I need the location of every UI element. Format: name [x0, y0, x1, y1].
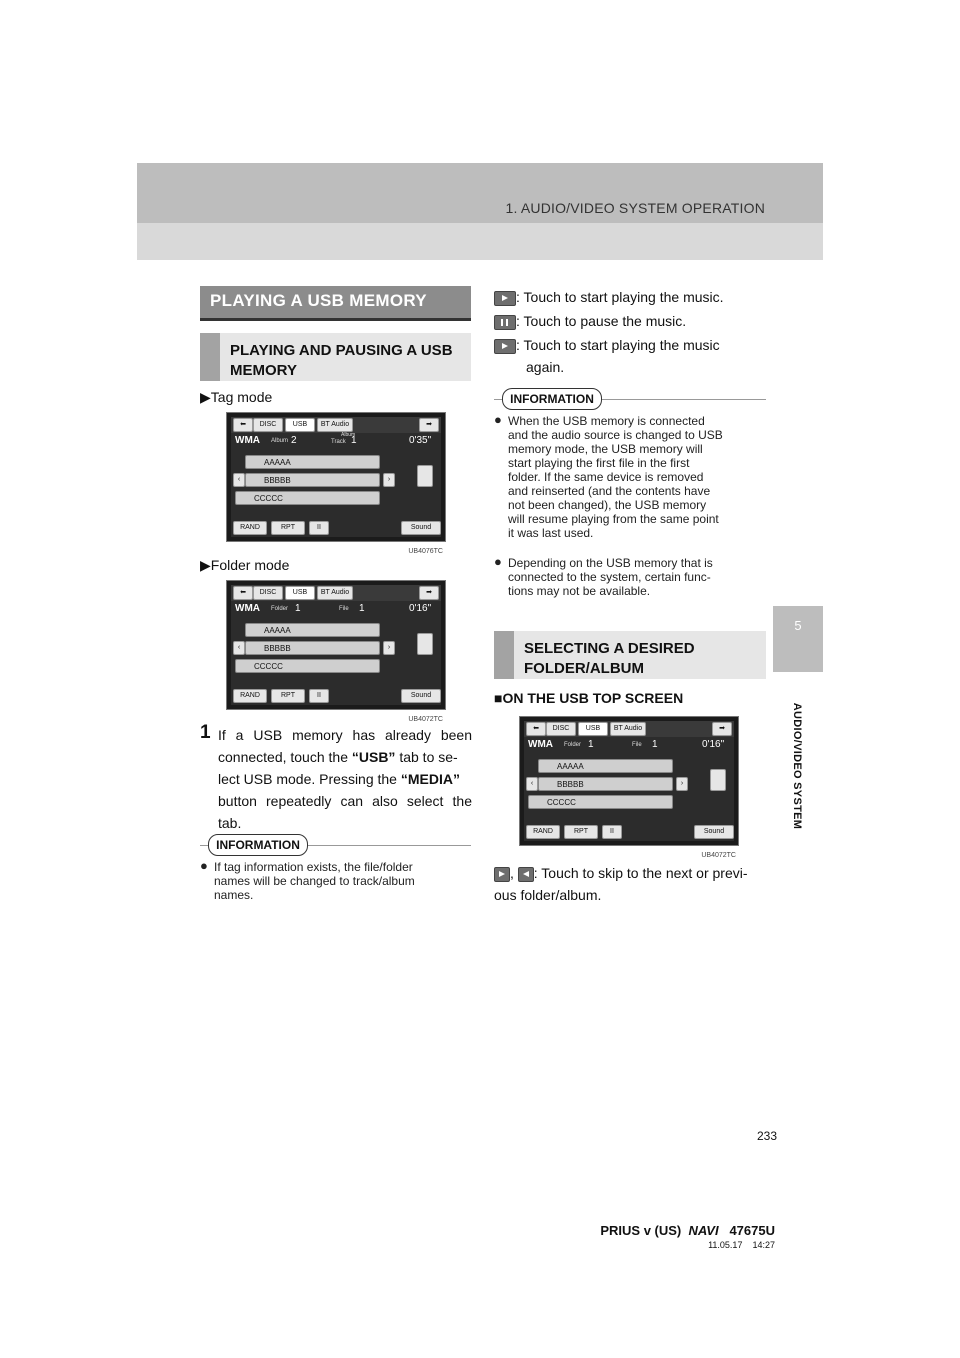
usb-device-icon — [417, 465, 433, 487]
usb-device-icon — [417, 633, 433, 655]
row-album: BBBBB — [245, 473, 380, 487]
format-label: WMA — [528, 739, 553, 750]
track-value: 1 — [351, 435, 357, 446]
rpt-button: RPT — [271, 689, 305, 703]
back-arrow-icon: ⬅ — [233, 418, 253, 432]
skip-description: , : Touch to skip to the next or previ- ous folder/album. — [494, 865, 748, 903]
prev-icon: ‹ — [233, 473, 245, 487]
tab-usb: USB — [285, 418, 315, 432]
prev-folder-icon — [518, 867, 534, 882]
track-label: Track — [331, 439, 346, 445]
subsection-title-1: PLAYING AND PAUSING A USB — [230, 342, 453, 359]
image-code: UB4076TC — [408, 548, 443, 555]
track-header: Album — [341, 432, 356, 438]
time-display: 0'16" — [702, 739, 725, 750]
row-folder: BBBBB — [245, 641, 380, 655]
tab-usb: USB — [578, 722, 608, 736]
forward-arrow-icon: ➡ — [712, 722, 732, 736]
back-arrow-icon: ⬅ — [233, 586, 253, 600]
top-screen-heading: ■ON THE USB TOP SCREEN — [494, 690, 684, 706]
file-value: 1 — [359, 603, 365, 614]
next-folder-icon — [494, 867, 510, 882]
tab-bt-audio: BT Audio — [317, 586, 353, 600]
tag-mode-screenshot — [226, 412, 446, 555]
information-badge: INFORMATION — [208, 834, 308, 856]
image-code: UB4072TC — [701, 852, 736, 859]
tab-disc: DISC — [253, 418, 283, 432]
section-heading — [200, 286, 471, 321]
header-band — [137, 163, 823, 223]
back-arrow-icon: ⬅ — [526, 722, 546, 736]
rand-button: RAND — [233, 521, 267, 535]
chapter-tab — [773, 606, 823, 672]
subsection-title-1: SELECTING A DESIRED — [524, 640, 695, 657]
tab-usb: USB — [285, 586, 315, 600]
subsection-title-2: FOLDER/ALBUM — [524, 660, 644, 677]
step-text: If a USB memory has already been connected, touch the “USB” tab to se- lect USB mode. Pressing the “MEDIA” button repeatedly can also select the tab. — [218, 727, 472, 831]
tab-disc: DISC — [546, 722, 576, 736]
subsection-heading — [200, 333, 471, 381]
footer-timestamp: 11.05.17 14:27 — [708, 1240, 775, 1250]
pause-icon — [494, 315, 516, 330]
usb-top-screenshot — [519, 716, 739, 859]
information-badge: INFORMATION — [502, 388, 602, 410]
image-code: UB4072TC — [408, 716, 443, 723]
format-label: WMA — [235, 435, 260, 446]
rand-button: RAND — [526, 825, 560, 839]
bullet-dot-icon: ● — [494, 554, 502, 569]
chapter-label-text: AUDIO/VIDEO SYSTEM — [791, 702, 803, 830]
play-icon — [494, 339, 516, 354]
tag-mode-label: ▶Tag mode — [200, 389, 273, 405]
row-file: AAAAA — [245, 623, 380, 637]
album-label: Album — [271, 438, 289, 444]
play-item-3: : Touch to start playing the music again. — [494, 334, 766, 378]
row-artist: CCCCC — [528, 795, 673, 809]
tab-disc: DISC — [253, 586, 283, 600]
footer-model: PRIUS v (US) NAVI 47675U — [600, 1223, 775, 1238]
folder-label: Folder — [271, 606, 289, 612]
row-file: AAAAA — [538, 759, 673, 773]
time-display: 0'16" — [409, 603, 432, 614]
folder-label: Folder — [564, 742, 582, 748]
file-value: 1 — [652, 739, 658, 750]
folder-mode-label: ▶Folder mode — [200, 557, 290, 573]
row-folder: BBBBB — [538, 777, 673, 791]
subsection-title-2: MEMORY — [230, 362, 297, 379]
play-item-1: : Touch to start playing the music. — [494, 286, 766, 308]
row-artist: CCCCC — [235, 491, 380, 505]
row-artist: CCCCC — [235, 659, 380, 673]
sound-button: Sound — [694, 825, 734, 839]
pause-button: II — [309, 689, 329, 703]
play-item-2: : Touch to pause the music. — [494, 310, 766, 332]
chapter-label — [787, 680, 805, 860]
bullet-dot-icon: ● — [200, 858, 208, 873]
info-bullet: ● When the USB memory is connected and the audio source is changed to USB memory mode, the USB memory will start playing the first file in the first folder. If the same device is removed and reinserted (and the contents have not been changed), the USB memory will resume playing from the same point it was last used. — [494, 412, 723, 540]
file-label: File — [632, 742, 642, 748]
prev-icon: ‹ — [233, 641, 245, 655]
next-icon: › — [676, 777, 688, 791]
row-track: AAAAA — [245, 455, 380, 469]
prev-icon: ‹ — [526, 777, 538, 791]
rpt-button: RPT — [271, 521, 305, 535]
bullet-dot-icon: ● — [494, 412, 502, 427]
subsection-heading — [494, 631, 766, 679]
rpt-button: RPT — [564, 825, 598, 839]
time-display: 0'35" — [409, 435, 432, 446]
folder-mode-screenshot — [226, 580, 446, 723]
sound-button: Sound — [401, 521, 441, 535]
chapter-number: 5 — [794, 618, 802, 633]
next-icon: › — [383, 641, 395, 655]
section-title: PLAYING A USB MEMORY — [210, 291, 427, 310]
sound-button: Sound — [401, 689, 441, 703]
folder-value: 1 — [295, 603, 301, 614]
usb-device-icon — [710, 769, 726, 791]
page-header — [137, 163, 823, 260]
info-bullet: ● If tag information exists, the file/folder names will be changed to track/album names. — [200, 858, 415, 902]
album-value: 2 — [291, 435, 297, 446]
step-number: 1 — [200, 722, 211, 743]
next-icon: › — [383, 473, 395, 487]
tab-bt-audio: BT Audio — [610, 722, 646, 736]
forward-arrow-icon: ➡ — [419, 586, 439, 600]
info-bullet: ● Depending on the USB memory that is connected to the system, certain func- tions may not be available. — [494, 554, 713, 598]
page-number: 233 — [756, 1129, 777, 1143]
play-icon — [494, 291, 516, 306]
file-label: File — [339, 606, 349, 612]
pause-button: II — [602, 825, 622, 839]
format-label: WMA — [235, 603, 260, 614]
pause-button: II — [309, 521, 329, 535]
folder-value: 1 — [588, 739, 594, 750]
tab-bt-audio: BT Audio — [317, 418, 353, 432]
rand-button: RAND — [233, 689, 267, 703]
forward-arrow-icon: ➡ — [419, 418, 439, 432]
header-title: 1. AUDIO/VIDEO SYSTEM OPERATION — [505, 200, 765, 216]
